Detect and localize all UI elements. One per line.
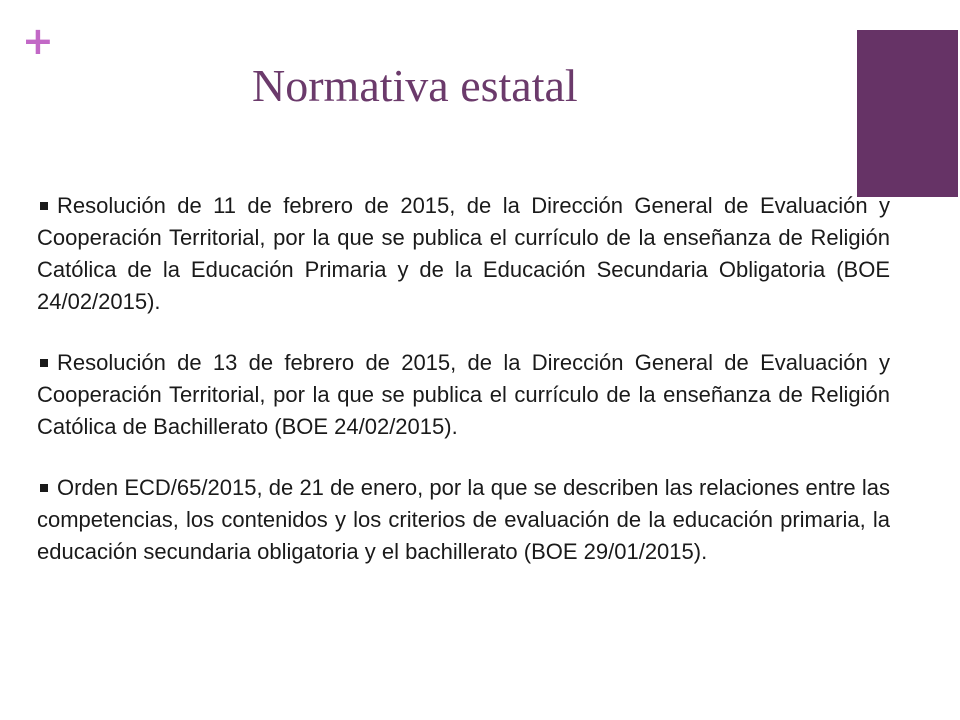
list-item-text: Resolución de 11 de febrero de 2015, de la Dirección General de Evaluación y Cooperación Territorial, por la que se publica el currículo de la enseñanza de Religión Católica de la Educación Primaria y de la Educación Secundaria Obligatoria (BOE 24/02/2015). [37,193,890,314]
regulation-list [37,190,890,597]
slide-title: Normativa estatal [252,60,578,111]
square-bullet-icon [40,359,48,367]
list-item [37,347,890,443]
list-item [37,190,890,318]
list-item-text: Resolución de 13 de febrero de 2015, de la Dirección General de Evaluación y Cooperación Territorial, por la que se publica el currículo de la enseñanza de Religión Católica de Bachillerato (BOE 24/02/2015). [37,350,890,439]
square-bullet-icon [40,484,48,492]
accent-bar [857,30,958,197]
list-item [37,472,890,568]
list-item-text: Orden ECD/65/2015, de 21 de enero, por la que se describen las relaciones entre las competencias, los contenidos y los criterios de evaluación de la educación primaria, la educación secundaria obligatoria y el bachillerato (BOE 29/01/2015). [37,475,890,564]
plus-icon: + [22,19,54,63]
square-bullet-icon [40,202,48,210]
